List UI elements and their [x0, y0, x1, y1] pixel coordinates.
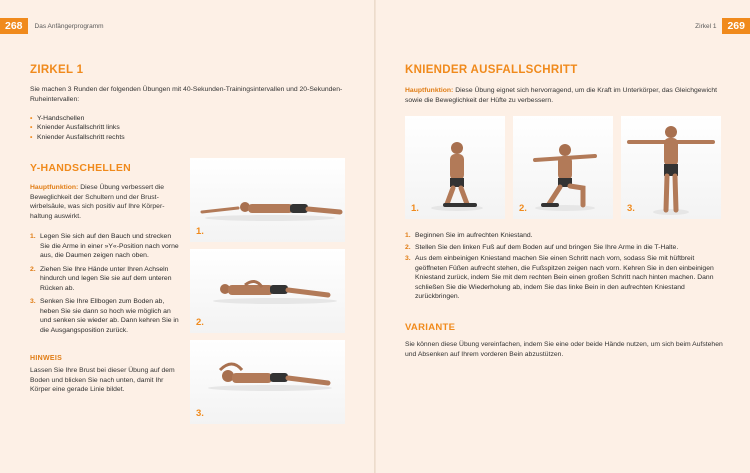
page-title-kniender-ausfallschritt: KNIENDER AUSFALLSCHRITT [405, 64, 578, 76]
photo-label: 2. [519, 203, 527, 214]
step-number: 3. [405, 255, 411, 262]
step-item [405, 231, 727, 241]
step-text: Ziehen Sie Ihre Hände unter Ihren Achseln hindurch und legen Sie sie auf dem unteren Rücken ab. [40, 265, 172, 292]
left-header [0, 18, 104, 34]
step-number: 2. [30, 265, 36, 273]
figure-standing-t-arms-icon [621, 116, 721, 219]
list-item: • Kniender Ausfallschritt links [30, 123, 230, 132]
intro-text: Sie machen 3 Runden der folgenden Übungen mit 40-Sekunden-Trainingsintervallen und 20-Sekunden-Ruheintervallen: [30, 86, 343, 103]
step-text: Legen Sie sich auf den Bauch und strecken Sie die Arme in einer »Y«-Position nach vorne aus, die Daumen zeigen nach oben. [40, 233, 179, 259]
exercise-photo-2 [190, 249, 345, 333]
hauptfunktion-label: Hauptfunktion: [405, 87, 454, 94]
step-number: 3. [30, 298, 36, 305]
steps-list-left [30, 232, 180, 339]
step-text: Aus dem einbeinigen Kniestand machen Sie einen Schritt nach vorn, sodass Sie mit hüftbreit geöffneten Füßen aufrecht stehen, die Fußspitzen zeigen nach vorn. Kehren Sie in den einbeinigen Kniestand zurück, indem Sie mit dem rechten Bein einen großen Schritt nach hinten machen. Dann schließen Sie die Wiederholung ab, indem Sie das linke Bein in den aufrechten Kniestand zurückbringen. [415, 255, 714, 300]
exercise-photo-1 [190, 158, 345, 242]
hauptfunktion-paragraph-right [405, 86, 727, 105]
photo-label: 1. [196, 226, 204, 237]
step-text: Beginnen Sie im aufrechten Kniestand. [415, 232, 533, 239]
step-number: 1. [30, 233, 36, 240]
variante-text: Sie können diese Übung vereinfachen, indem Sie eine oder beide Hände nutzen, um sich beim Aufstehen und Absenken auf Ihrem vorderen Bein abzustützen. [405, 341, 723, 358]
photo-label: 3. [627, 203, 635, 214]
page-title-zirkel: ZIRKEL 1 [30, 64, 84, 76]
variante-title: VARIANTE [405, 322, 456, 333]
figure-prone-hands-back-icon [190, 249, 345, 333]
running-head-left: Das Anfängerprogramm [34, 22, 104, 30]
figure-prone-elbows-up-icon [190, 340, 345, 424]
page-number-right: 269 [722, 18, 750, 34]
figure-prone-y-icon [190, 158, 345, 242]
step-item [405, 254, 727, 302]
section-title-y-handschellen: Y-HANDSCHELLEN [30, 162, 132, 174]
hauptfunktion-text: Diese Übung eignet sich hervorragend, um die Kraft im Unterkörper, das Gleichgewicht sowie die Beweglichkeit der Hüfte zu verbessern. [405, 87, 718, 104]
kneel-photo-1 [405, 116, 505, 219]
step-number: 1. [405, 232, 411, 239]
kneel-photo-3 [621, 116, 721, 219]
hinweis-title: HINWEIS [30, 355, 63, 362]
step-text: Senken Sie Ihre Ellbogen zum Boden ab, heben Sie sie dann so hoch wie möglich an und senken sie wieder ab. Dann kehren Sie in die Ausgangsposition zurück. [40, 298, 179, 334]
kneel-photo-2 [513, 116, 613, 219]
step-item [30, 232, 180, 261]
steps-list-right [405, 231, 727, 306]
figure-upright-kneel-icon [405, 116, 505, 219]
step-item [30, 265, 180, 294]
list-item: • Kniender Ausfallschritt rechts [30, 133, 230, 142]
hauptfunktion-text: Diese Übung verbessert die Beweglichkeit der Schultern und der Brustwirbelsäule, was sich positiv auf Ihre Körperhaltung auswirkt. [30, 184, 165, 220]
exercise-photo-3 [190, 340, 345, 424]
page-number-left: 268 [0, 18, 28, 34]
figure-half-kneel-t-arms-icon [513, 116, 613, 219]
right-header [695, 18, 750, 34]
photo-label: 3. [196, 408, 204, 419]
running-head-right: Zirkel 1 [695, 22, 717, 30]
step-number: 2. [405, 243, 411, 251]
hinweis-text: Lassen Sie Ihre Brust bei dieser Übung auf dem Boden und blicken Sie nach unten, damit Ihr Körper eine gerade Linie bildet. [30, 367, 175, 394]
photo-label: 2. [196, 317, 204, 328]
hauptfunktion-paragraph [30, 183, 177, 221]
photo-label: 1. [411, 203, 419, 214]
hauptfunktion-label: Hauptfunktion: [30, 184, 79, 191]
list-item: • Y-Handschellen [30, 114, 230, 123]
step-item [30, 297, 180, 335]
step-text: Stellen Sie den linken Fuß auf dem Boden auf und bringen Sie Ihre Arme in die T-Halte. [415, 243, 679, 251]
exercise-list [30, 114, 230, 142]
step-item [405, 243, 727, 253]
right-page [375, 0, 750, 473]
